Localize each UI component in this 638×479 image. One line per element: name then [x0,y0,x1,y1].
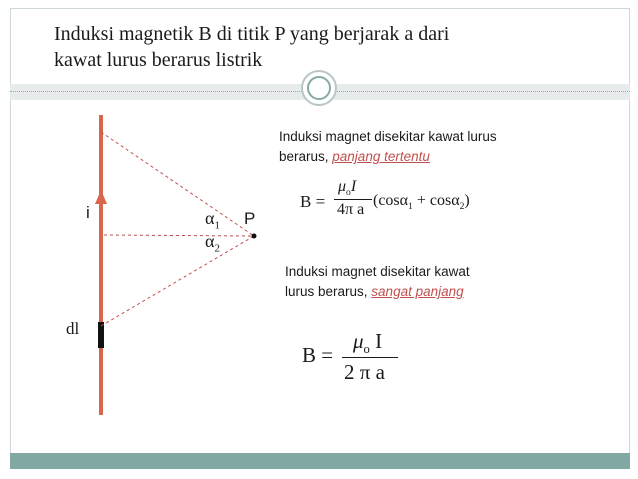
f2-numerator: $\mu_o$ I [353,329,383,357]
f1-cos-terms: (cosα$_1$ + cosα$_2$) [373,192,470,213]
title-line-2: kawat lurus berarus listrik [54,49,263,71]
f2-lhs: B = [302,343,334,367]
f2-denominator: 2 π a [344,360,385,384]
element-label: dl [66,319,80,338]
note1-line1: Induksi magnet disekitar kawat lurus [279,129,497,144]
note1-line2: berarus, panjang tertentu [279,149,430,164]
footer-bar [10,453,630,469]
point-p-label: P [244,209,256,228]
f1-lhs: B = [300,192,326,211]
alpha2-label: $\alpha_2$ [205,231,220,255]
f2-fraction-line [342,357,398,358]
current-label: i [86,203,90,222]
alpha1-label: $\alpha_1$ [205,208,220,232]
title-line-1: Induksi magnetik B di titik P yang berjarak a dari [54,23,450,45]
f1-numerator: $\mu_oI$ [338,178,357,199]
note2-line1: Induksi magnet disekitar kawat [285,264,470,279]
note2-line2: lurus berarus, sangat panjang [285,284,464,299]
f1-denominator: 4π a [337,201,365,218]
